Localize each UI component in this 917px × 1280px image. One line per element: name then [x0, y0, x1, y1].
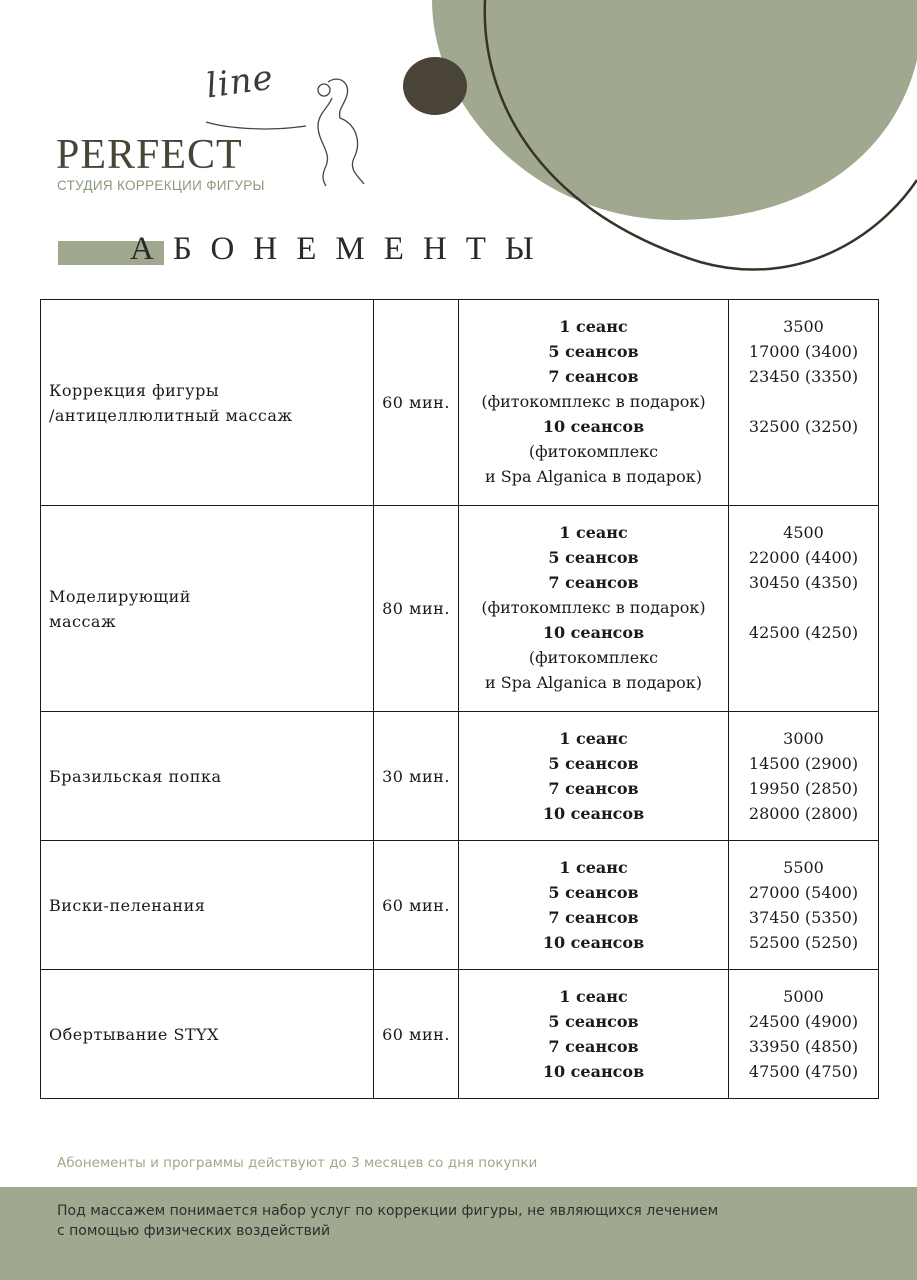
package-line: (фитокомплекс	[528, 442, 659, 461]
price-line: 17000 (3400)	[748, 342, 859, 361]
price-line: 24500 (4900)	[748, 1012, 859, 1031]
table-row	[41, 841, 879, 970]
disclaimer-note	[57, 1201, 718, 1241]
package-line: 5 сеансов	[548, 342, 639, 361]
prices-cell	[729, 970, 879, 1099]
price-line: 5000	[783, 987, 824, 1006]
price-line: 3500	[783, 317, 824, 336]
package-line: 7 сеансов	[548, 908, 639, 927]
duration-cell: 60 мин.	[374, 300, 459, 506]
service-cell	[41, 506, 374, 712]
service-name: массаж	[49, 611, 117, 631]
page-title: АБОНЕМЕНТЫ	[130, 231, 553, 267]
price-line: 30450 (4350)	[748, 573, 859, 592]
disclaimer-line: Под массажем понимается набор услуг по коррекции фигуры, не являющихся лечением	[57, 1203, 719, 1219]
package-line: 5 сеансов	[548, 1012, 639, 1031]
duration-cell: 30 мин.	[374, 712, 459, 841]
package-line: 1 сеанс	[559, 729, 628, 748]
price-line	[729, 389, 878, 414]
service-name: /антицеллюлитный массаж	[49, 405, 293, 425]
service-name: Бразильская попка	[49, 766, 222, 786]
package-line: 5 сеансов	[548, 883, 639, 902]
service-cell	[41, 300, 374, 506]
price-line: 47500 (4750)	[748, 1062, 859, 1081]
price-line: 32500 (3250)	[748, 417, 859, 436]
package-line: 7 сеансов	[548, 367, 639, 386]
table-row	[41, 300, 879, 506]
price-line: 3000	[783, 729, 824, 748]
package-line: 5 сеансов	[548, 548, 639, 567]
logo-script-text: line	[203, 57, 277, 107]
package-line: 10 сеансов	[542, 1062, 645, 1081]
service-name: Коррекция фигуры	[49, 380, 220, 400]
price-line: 27000 (5400)	[748, 883, 859, 902]
price-line: 19950 (2850)	[748, 779, 859, 798]
duration-cell: 60 мин.	[374, 841, 459, 970]
brand-logo	[56, 57, 376, 193]
price-line	[729, 595, 878, 620]
packages-cell	[459, 300, 729, 506]
packages-cell	[459, 841, 729, 970]
package-line: 10 сеансов	[542, 417, 645, 436]
price-line: 22000 (4400)	[748, 548, 859, 567]
package-line: 5 сеансов	[548, 754, 639, 773]
sage-circle-shape	[432, 0, 917, 220]
dark-dot-shape	[403, 57, 467, 115]
package-line: 7 сеансов	[548, 1037, 639, 1056]
table-row	[41, 506, 879, 712]
package-line: 1 сеанс	[559, 317, 628, 336]
package-line: и Spa Alganica в подарок)	[485, 467, 702, 486]
price-line: 5500	[783, 858, 824, 877]
disclaimer-line: с помощью физических воздействий	[57, 1223, 331, 1239]
package-line: 1 сеанс	[559, 858, 628, 877]
prices-cell	[729, 841, 879, 970]
service-cell	[41, 712, 374, 841]
package-line: 1 сеанс	[559, 523, 628, 542]
price-line: 42500 (4250)	[748, 623, 859, 642]
duration-cell: 80 мин.	[374, 506, 459, 712]
price-line: 23450 (3350)	[748, 367, 859, 386]
service-name: Виски-пеленания	[49, 895, 206, 915]
service-name: Моделирующий	[49, 586, 191, 606]
logo-tagline: СТУДИЯ КОРРЕКЦИИ ФИГУРЫ	[57, 178, 265, 193]
package-line: (фитокомплекс	[528, 648, 659, 667]
service-cell	[41, 841, 374, 970]
package-line: 7 сеансов	[548, 779, 639, 798]
package-line: и Spa Alganica в подарок)	[485, 673, 702, 692]
service-cell	[41, 970, 374, 1099]
price-line: 37450 (5350)	[748, 908, 859, 927]
price-line: 4500	[783, 523, 824, 542]
logo-wordmark: PERFECT	[56, 132, 243, 178]
duration-cell: 60 мин.	[374, 970, 459, 1099]
price-line: 52500 (5250)	[748, 933, 859, 952]
package-line: 10 сеансов	[542, 933, 645, 952]
prices-cell	[729, 506, 879, 712]
table-row	[41, 712, 879, 841]
package-line: 10 сеансов	[542, 623, 645, 642]
prices-cell	[729, 300, 879, 506]
service-name: Обертывание STYX	[49, 1024, 220, 1044]
price-line: 28000 (2800)	[748, 804, 859, 823]
price-line: 33950 (4850)	[748, 1037, 859, 1056]
price-line: 14500 (2900)	[748, 754, 859, 773]
packages-cell	[459, 712, 729, 841]
package-line: (фитокомплекс в подарок)	[481, 598, 706, 617]
subscriptions-table	[40, 299, 879, 1099]
validity-note: Абонементы и программы действуют до 3 месяцев со дня покупки	[57, 1155, 538, 1171]
package-line: 1 сеанс	[559, 987, 628, 1006]
table-row	[41, 970, 879, 1099]
package-line: 7 сеансов	[548, 573, 639, 592]
packages-cell	[459, 506, 729, 712]
package-line: (фитокомплекс в подарок)	[481, 392, 706, 411]
prices-cell	[729, 712, 879, 841]
package-line: 10 сеансов	[542, 804, 645, 823]
packages-cell	[459, 970, 729, 1099]
